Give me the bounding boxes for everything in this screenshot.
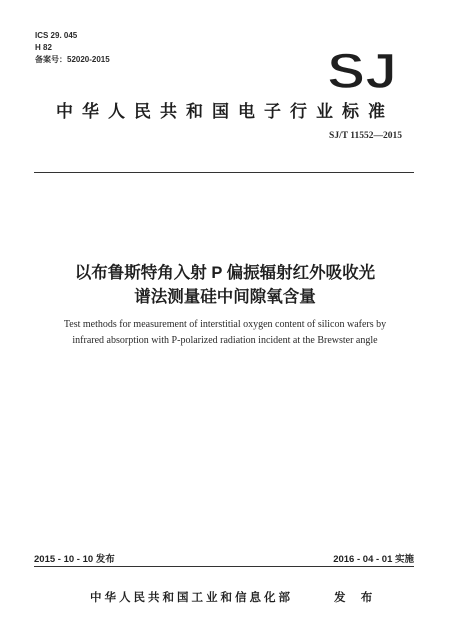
publisher-name: 中华人民共和国工业和信息化部 — [90, 592, 293, 604]
logo-text: SJ — [327, 48, 397, 92]
bottom-divider — [34, 566, 414, 567]
sj-logo — [324, 48, 400, 92]
chinese-title-line-1: 以布鲁斯特角入射 P 偏振辐射红外吸收光 — [74, 264, 376, 282]
implementation-date: 2016 - 04 - 01 实施 — [333, 554, 414, 565]
filing-number: 备案号：52020-2015 — [35, 55, 110, 64]
english-title-line-2: infrared absorption with P-polarized radiation incident at the Brewster angle — [72, 335, 378, 346]
ics-code: ICS 29. 045 — [35, 31, 78, 40]
standard-type-heading: 中华人民共和国电子行业标准 — [56, 102, 394, 121]
top-divider — [34, 172, 414, 173]
chinese-title-line-2: 谱法测量硅中间隙氧含量 — [134, 288, 316, 306]
publish-label: 发 布 — [334, 592, 379, 604]
category-code: H 82 — [35, 43, 52, 52]
issue-date: 2015 - 10 - 10 发布 — [34, 554, 115, 565]
standard-number: SJ/T 11552—2015 — [329, 131, 402, 141]
english-title-line-1: Test methods for measurement of interstitial oxygen content of silicon wafers by — [63, 319, 387, 330]
classification-codes — [35, 30, 110, 66]
